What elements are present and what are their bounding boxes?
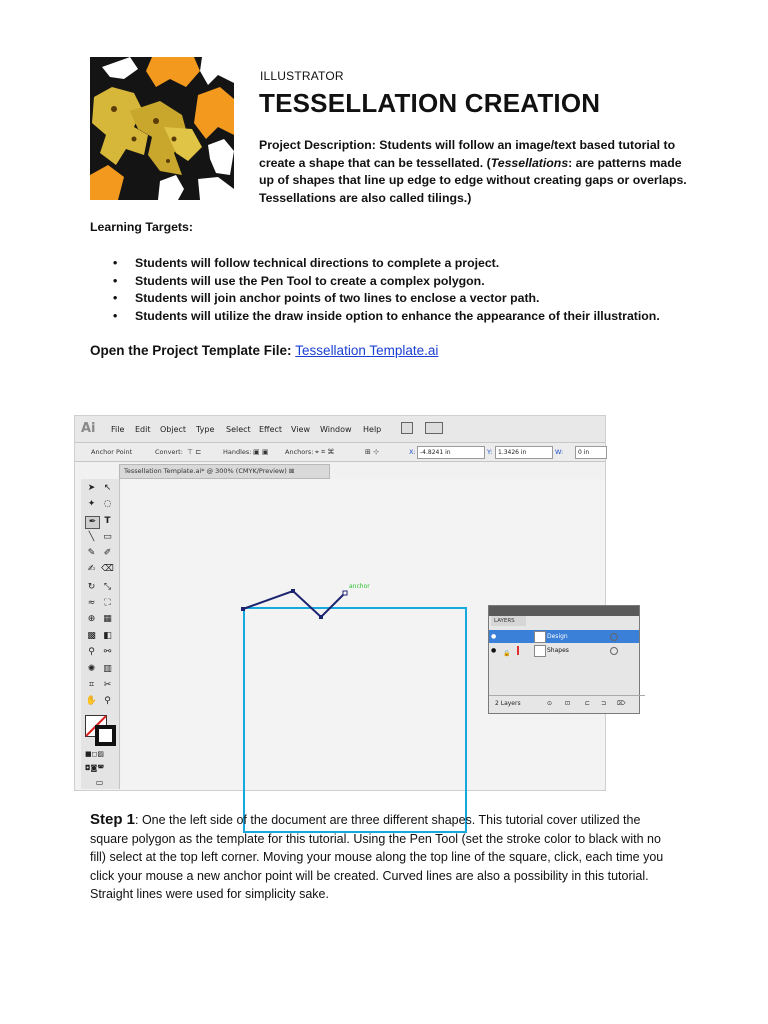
- slice-icon[interactable]: ✂: [103, 680, 112, 690]
- lasso-icon[interactable]: ◌: [103, 499, 112, 509]
- list-item: • Students will follow technical directions to complete a project.: [113, 255, 660, 273]
- anchors-label: Anchors:: [285, 448, 314, 456]
- eraser-icon[interactable]: ⌫: [101, 564, 114, 574]
- artboard-canvas[interactable]: [121, 479, 626, 790]
- locate-object-icon[interactable]: ⊙: [547, 700, 553, 707]
- layer-thumbnail: [534, 631, 546, 643]
- arrange-documents-icon[interactable]: [425, 422, 443, 434]
- draw-mode-icons[interactable]: ◘◙◚: [85, 764, 105, 772]
- brush-icon[interactable]: ✎: [87, 548, 96, 558]
- list-item: • Students will utilize the draw inside option to enhance the appearance of their illustration.: [113, 308, 660, 326]
- layer-color: [517, 646, 519, 655]
- menu-select[interactable]: Select: [226, 425, 251, 434]
- document-tab[interactable]: [119, 464, 330, 479]
- pencil-icon[interactable]: ✐: [103, 548, 112, 558]
- y-label: Y:: [487, 448, 493, 456]
- blend-icon[interactable]: ⚯: [103, 647, 112, 657]
- direct-selection-icon[interactable]: ↖: [103, 483, 112, 493]
- template-label: Open the Project Template File:: [90, 343, 296, 358]
- rectangle-icon[interactable]: ▭: [103, 532, 112, 542]
- eyedropper-icon[interactable]: ⚲: [88, 647, 95, 657]
- menu-type[interactable]: Type: [196, 425, 215, 434]
- description-text: Students will follow an image/text based tutorial to create a shape that can be tessellated. (: [259, 138, 676, 170]
- lizard-tessellation-graphic: [90, 57, 234, 200]
- eye-icon[interactable]: ●: [491, 633, 497, 640]
- hand-icon[interactable]: ✋: [85, 696, 98, 706]
- layer-color: [517, 632, 519, 641]
- menu-bar: [75, 416, 605, 443]
- learning-targets-list: [113, 255, 660, 325]
- rotate-icon[interactable]: ↻: [87, 582, 96, 592]
- tools-panel: [81, 479, 120, 789]
- menu-window[interactable]: Window: [320, 425, 352, 434]
- template-line: [90, 343, 438, 358]
- step-1-heading: Step 1: [90, 811, 136, 828]
- menu-view[interactable]: View: [291, 425, 310, 434]
- graph-icon[interactable]: ▥: [103, 664, 112, 674]
- menu-effect[interactable]: Effect: [259, 425, 283, 434]
- step-1-body: : One the left side of the document are three different shapes. This tutorial cover utilized the square polygon as the template for this tutorial. Using the Pen Tool (set the stroke color to black with no fill) select at the top left corner. Moving your mouse along the top line of the square, click, each time you click your mouse a new anchor point will be created. Curved lines are also a possibility in this tutorial. Straight lines were used for simplicity sake.: [90, 813, 664, 901]
- close-icon[interactable]: ⊠: [288, 467, 295, 475]
- make-clipping-mask-icon[interactable]: ⊡: [565, 700, 571, 707]
- course-kicker: ILLUSTRATOR: [260, 69, 344, 83]
- stroke-swatch-icon[interactable]: [95, 725, 116, 746]
- screen-mode-icon[interactable]: ▭: [95, 778, 104, 787]
- page-title: TESSELLATION CREATION: [259, 88, 601, 118]
- x-field[interactable]: -4.8241 in: [417, 446, 485, 459]
- color-mode-icons[interactable]: ■◻▨: [85, 750, 105, 758]
- shape-builder-icon[interactable]: ⊕: [87, 614, 96, 624]
- layer-row-shapes[interactable]: [489, 644, 639, 657]
- new-layer-icon[interactable]: ⊐: [601, 700, 607, 707]
- bridge-icon[interactable]: [401, 422, 413, 434]
- layers-tab[interactable]: LAYERS: [491, 616, 526, 626]
- target-icon[interactable]: [610, 647, 618, 655]
- description-label: Project Description:: [259, 138, 376, 152]
- menu-file[interactable]: File: [111, 425, 125, 434]
- symbol-sprayer-icon[interactable]: ✺: [87, 664, 96, 674]
- delete-layer-icon[interactable]: ⌦: [617, 700, 626, 707]
- document-tab-label: Tessellation Template.ai* @ 300% (CMYK/Preview): [124, 467, 287, 475]
- blob-brush-icon[interactable]: ✍: [87, 564, 96, 574]
- layer-row-design[interactable]: [489, 630, 639, 643]
- magic-wand-icon[interactable]: ✦: [87, 499, 96, 509]
- free-transform-icon[interactable]: ⛶: [104, 598, 111, 608]
- layer-name: Design: [547, 633, 568, 640]
- menu-help[interactable]: Help: [363, 425, 382, 434]
- handles-icon[interactable]: ▣ ▣: [253, 448, 269, 456]
- learning-targets-heading: Learning Targets:: [90, 220, 193, 234]
- warp-icon[interactable]: ≈: [87, 598, 96, 608]
- control-bar: [75, 443, 605, 462]
- description-term: Tessellations: [490, 155, 569, 170]
- y-field[interactable]: 1.3426 in: [495, 446, 553, 459]
- description-definition: : are patterns made up of shapes that line up edge to edge without creating gaps or overlaps. Tessellations are also called tilings.): [259, 155, 687, 205]
- gradient-icon[interactable]: ◧: [103, 631, 112, 641]
- convert-label: Convert:: [155, 448, 183, 456]
- step-1-text: [90, 811, 680, 904]
- layers-panel-header: [489, 606, 639, 616]
- mesh-icon[interactable]: ▩: [87, 631, 96, 641]
- perspective-icon[interactable]: ▦: [103, 614, 112, 624]
- list-item: • Students will join anchor points of two lines to enclose a vector path.: [113, 290, 660, 308]
- ai-logo: Ai: [81, 421, 96, 436]
- layers-footer: [489, 695, 645, 712]
- layers-count: 2 Layers: [495, 700, 521, 707]
- layer-name: Shapes: [547, 647, 569, 654]
- layer-thumbnail: [534, 645, 546, 657]
- list-item: • Students will use the Pen Tool to create a complex polygon.: [113, 273, 660, 291]
- layers-panel: [488, 605, 640, 714]
- pen-icon[interactable]: ✒: [85, 516, 100, 529]
- project-description: [259, 137, 689, 207]
- lock-icon[interactable]: 🔒: [503, 650, 511, 657]
- target-icon[interactable]: [610, 633, 618, 641]
- selection-icon[interactable]: ➤: [87, 483, 96, 493]
- template-link[interactable]: Tessellation Template.ai: [295, 343, 439, 358]
- zoom-icon[interactable]: ⚲: [104, 696, 111, 706]
- mode-label: Anchor Point: [91, 448, 133, 456]
- new-sublayer-icon[interactable]: ⊏: [585, 700, 591, 707]
- tessellation-hero-image: [90, 57, 234, 200]
- artboard-icon[interactable]: ⌗: [88, 680, 95, 690]
- w-field[interactable]: 0 in: [575, 446, 607, 459]
- menu-object[interactable]: Object: [160, 425, 187, 434]
- illustrator-screenshot: [74, 415, 626, 791]
- w-label: W:: [555, 448, 564, 456]
- type-icon[interactable]: T: [104, 516, 111, 526]
- line-icon[interactable]: ╲: [88, 532, 95, 542]
- align-icon[interactable]: ⊞ ⊹: [365, 448, 379, 456]
- anchors-icon[interactable]: ⌖ ⌗ ⌘: [315, 448, 335, 456]
- anchor-label: anchor: [349, 583, 370, 590]
- convert-icon[interactable]: ⊤ ⊏: [187, 448, 202, 456]
- menu-edit[interactable]: Edit: [135, 425, 151, 434]
- handles-label: Handles:: [223, 448, 252, 456]
- eye-icon[interactable]: ●: [491, 647, 497, 654]
- scale-icon[interactable]: ⤡: [103, 582, 112, 592]
- x-label: X:: [409, 448, 416, 456]
